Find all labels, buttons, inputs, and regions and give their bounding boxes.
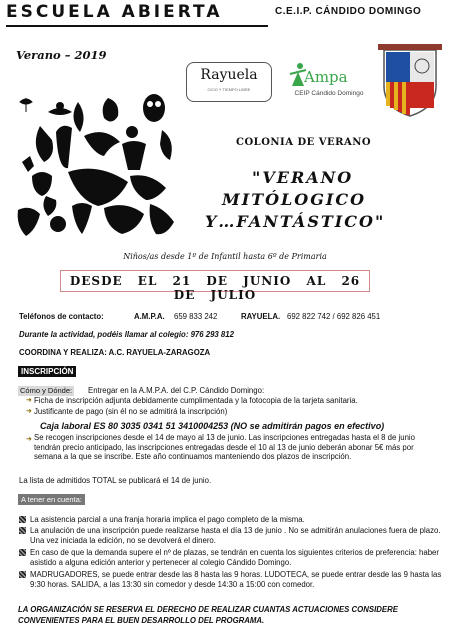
- requirement-item: Justificante de pago (sin él no se admitirá la inscripción): [34, 407, 228, 416]
- document-title: ESCUELA ABIERTA: [6, 2, 223, 22]
- arrow-bullet-icon: ➜: [26, 436, 32, 443]
- notes-heading: A tener en cuenta:: [18, 494, 85, 505]
- note-item: La asistencia parcial a una franja horaria implica el pago completo de la misma.: [30, 515, 305, 524]
- note-item: En caso de que la demanda supere el nº de plazas, se tendrán en cuenta los siguientes criterios de preferencia: haber asistido a alguna edición anterior y pertenecer al colegio Cándido Domingo.: [30, 548, 439, 567]
- square-bullet-icon: [19, 527, 26, 534]
- ages-note: Niños/as desde 1º de Infantil hasta 6º de Primaria: [123, 252, 327, 261]
- dates-box: [60, 270, 370, 302]
- arrow-bullet-icon: ➜: [26, 397, 32, 404]
- bank-account: Caja laboral ES 80 3035 0341 51 3410004253 (NO se admitirán pagos en efectivo): [40, 421, 385, 431]
- admitted-list-note: La lista de admitidos TOTAL se publicará el 14 de junio.: [19, 476, 212, 485]
- inscripcion-heading: INSCRIPCIÓN: [18, 366, 76, 377]
- theme-title-line-1: "VERANO: [252, 168, 354, 187]
- rayuela-logo: [186, 62, 272, 102]
- school-name: C.E.I.P. CÁNDIDO DOMINGO: [275, 6, 422, 17]
- contact-row: [19, 312, 449, 322]
- organization-disclaimer: LA ORGANIZACIÓN SE RESERVA EL DERECHO DE REALIZAR CUANTAS ACTUACIONES CONSIDERE CONVENIENTES PARA EL BUEN DESARROLLO DEL PROGRAMA.: [18, 605, 398, 625]
- square-bullet-icon: [19, 549, 26, 556]
- title-underline: [6, 25, 268, 27]
- como-donde-label: Cómo y Dónde:: [20, 386, 73, 395]
- ampa-phone-label: A.M.P.A.: [134, 312, 165, 321]
- note-item: MADRUGADORES, se puede entrar desde las 8 hasta las 9 horas. LUDOTECA, se puede entrar desde las 9 hasta las 9:30 horas. SALIDA, a las 13:30 sin comedor y desde 14:30 a 15:00 con comedor.: [30, 570, 442, 589]
- ampa-logo-text: Ampa: [304, 68, 348, 86]
- registration-dates-note: Se recogen inscripciones desde el 14 de mayo al 13 de junio. Las inscripciones entregadas hasta el 8 de junio tendrán precio anticipado, las inscripciones entregadas desde el 10 al 13 de junio deberán abonar 5€ más por semana a la que se inscribe. Este año continuamos manteniendo dos plazos de inscripción.: [34, 433, 415, 461]
- requirement-item: Ficha de inscripción adjunta debidamente cumplimentada y la fotocopia de la tarjeta sanitaria.: [34, 396, 358, 405]
- dates-text: DESDE EL 21 DE JUNIO AL 26 DE JULIO: [69, 274, 361, 302]
- during-activity-phone: Durante la actividad, podéis llamar al colegio: 976 293 812: [19, 330, 234, 339]
- season-label: Verano – 2019: [16, 48, 107, 62]
- school-crest-icon: [374, 42, 446, 118]
- square-bullet-icon: [19, 516, 26, 523]
- como-donde-text: Entregar en la A.M.P.A. del C.P. Cándido Domingo:: [88, 386, 265, 395]
- square-bullet-icon: [19, 571, 26, 578]
- contact-label: Teléfonos de contacto:: [19, 312, 104, 321]
- rayuela-logo-text: Rayuela: [200, 67, 258, 83]
- arrow-bullet-icon: ➜: [26, 408, 32, 415]
- rayuela-phone-label: RAYUELA.: [241, 312, 281, 321]
- ampa-logo-subtext: CEIP Cándido Domingo: [294, 90, 364, 97]
- ampa-phone: 659 833 242: [174, 312, 218, 321]
- theme-title-line-3: Y…FANTÁSTICO": [205, 212, 386, 231]
- colonia-heading: COLONIA DE VERANO: [236, 137, 372, 148]
- note-item: La anulación de una inscripción puede realizarse hasta el día 13 de junio . No se admitirán anulaciones fuera de plazo. Una vez iniciada la edición, no se devolverá el dinero.: [30, 526, 441, 545]
- mythology-silhouettes-image: [12, 92, 184, 240]
- theme-title-line-2: MITÓLOGICO: [222, 190, 367, 209]
- rayuela-logo-subtext: OCIO Y TIEMPO LIBRE: [207, 87, 251, 92]
- ampa-logo: [286, 58, 372, 102]
- coordination-note: COORDINA Y REALIZA: A.C. RAYUELA-ZARAGOZA: [19, 348, 211, 357]
- rayuela-phone: 692 822 742 / 692 826 451: [287, 312, 381, 321]
